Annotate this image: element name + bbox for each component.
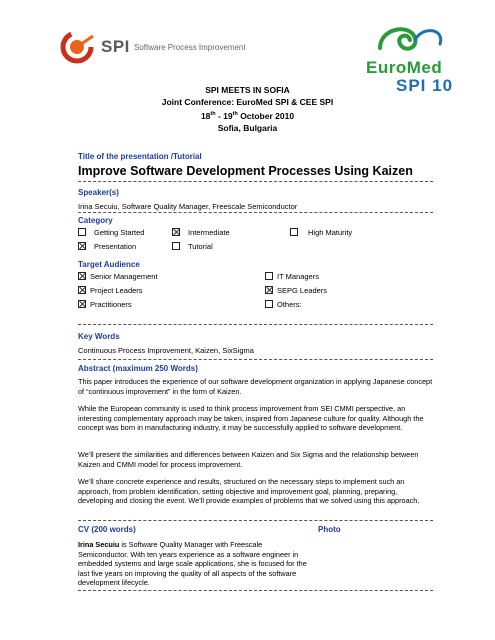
spi-subtitle: Software Process Improvement bbox=[134, 43, 246, 52]
abstract-paragraph-4: We’ll share concrete experience and results, structured on the necessary steps to implement such an approach, from problem identification, setting objective and improvement goal, planning, preparing, developing and closing the event. We’ll provide examples of problems that we solved using this approach. bbox=[78, 477, 420, 506]
audience-others-checkbox[interactable] bbox=[265, 300, 273, 308]
photo-label: Photo bbox=[318, 525, 341, 534]
divider bbox=[78, 520, 433, 521]
audience-practitioners-label: Practitioners bbox=[90, 300, 132, 309]
euromed-logo-line1: EuroMed bbox=[366, 58, 443, 77]
category-high-maturity-checkbox[interactable] bbox=[290, 228, 298, 236]
divider bbox=[78, 590, 433, 591]
category-intermediate-checkbox[interactable] bbox=[172, 228, 180, 236]
category-label: Category bbox=[78, 216, 113, 225]
title-label: Title of the presentation /Tutorial bbox=[78, 152, 202, 161]
keywords-label: Key Words bbox=[78, 332, 120, 341]
cv-body: is Software Quality Manager with Freescale Semiconductor. With ten years experience as a software engineer in embedded systems and large scale applications, she is focused for the last five years on improving the quality of all aspects of the software development lifecycle. bbox=[78, 540, 307, 588]
category-high-maturity-label: High Maturity bbox=[308, 228, 353, 237]
audience-sepg-leaders-checkbox[interactable] bbox=[265, 286, 273, 294]
audience-others-label: Others: bbox=[277, 300, 302, 309]
euromed-swirl-icon bbox=[360, 18, 460, 60]
audience-practitioners-checkbox[interactable] bbox=[78, 300, 86, 308]
speaker-label: Speaker(s) bbox=[78, 188, 119, 197]
conference-location: Sofia, Bulgaria bbox=[217, 122, 278, 133]
divider bbox=[78, 359, 433, 360]
category-presentation-label: Presentation bbox=[94, 242, 137, 251]
category-getting-started-checkbox[interactable] bbox=[78, 228, 86, 236]
divider bbox=[78, 181, 433, 182]
conference-header bbox=[0, 84, 495, 134]
conference-dates: 18th - 19th October 2010 bbox=[200, 110, 295, 121]
abstract-paragraph-1: This paper introduces the experience of our software development organization in applying Japanese concept of “continuous improvement” in the form of Kaizen. bbox=[78, 377, 433, 396]
category-intermediate-label: Intermediate bbox=[188, 228, 230, 237]
cv-name: Irina Secuiu bbox=[78, 540, 120, 549]
conference-line1: SPI MEETS IN SOFIA bbox=[205, 85, 290, 95]
audience-sepg-leaders-label: SEPG Leaders bbox=[277, 286, 328, 295]
category-tutorial-label: Tutorial bbox=[188, 242, 213, 251]
audience-label: Target Audience bbox=[78, 260, 140, 269]
audience-it-managers-checkbox[interactable] bbox=[265, 272, 273, 280]
audience-senior-management-checkbox[interactable] bbox=[78, 272, 86, 280]
audience-it-managers-label: IT Managers bbox=[277, 272, 319, 281]
divider bbox=[78, 212, 433, 213]
speaker-value: Irina Secuiu, Software Quality Manager, Freescale Semiconductor bbox=[78, 202, 298, 211]
cv-text bbox=[78, 540, 313, 588]
abstract-paragraph-3: We’ll present the similarities and differences between Kaizen and Six Sigma and the relationship between Kaizen and CMMI model for process improvement. bbox=[78, 450, 419, 469]
divider bbox=[78, 324, 433, 325]
conference-line2: Joint Conference: EuroMed SPI & CEE SPI bbox=[161, 97, 334, 107]
euromed-logo-line2: SPI 10 bbox=[396, 76, 454, 95]
category-getting-started-label: Getting Started bbox=[94, 228, 145, 237]
spi-logo bbox=[60, 30, 246, 64]
keywords-value: Continuous Process Improvement, Kaizen, SixSigma bbox=[78, 346, 254, 355]
audience-project-leaders-label: Project Leaders bbox=[90, 286, 143, 295]
audience-senior-management-label: Senior Management bbox=[90, 272, 158, 281]
cv-label: CV (200 words) bbox=[78, 525, 136, 534]
category-presentation-checkbox[interactable] bbox=[78, 242, 86, 250]
spi-logo-icon bbox=[60, 30, 100, 64]
audience-project-leaders-checkbox[interactable] bbox=[78, 286, 86, 294]
abstract-paragraph-2: While the European community is used to think process improvement from SEI CMMI perspective, an interesting complementary approach may be taken, inspired from Japanese culture for quality. Although the concept was born in manufacturing industry, it may be successfully applied to software development. bbox=[78, 404, 424, 433]
abstract-label: Abstract (maximum 250 Words) bbox=[78, 364, 198, 373]
presentation-title: Improve Software Development Processes Using Kaizen bbox=[78, 164, 413, 178]
spi-logo-text: SPI bbox=[101, 37, 130, 56]
category-tutorial-checkbox[interactable] bbox=[172, 242, 180, 250]
